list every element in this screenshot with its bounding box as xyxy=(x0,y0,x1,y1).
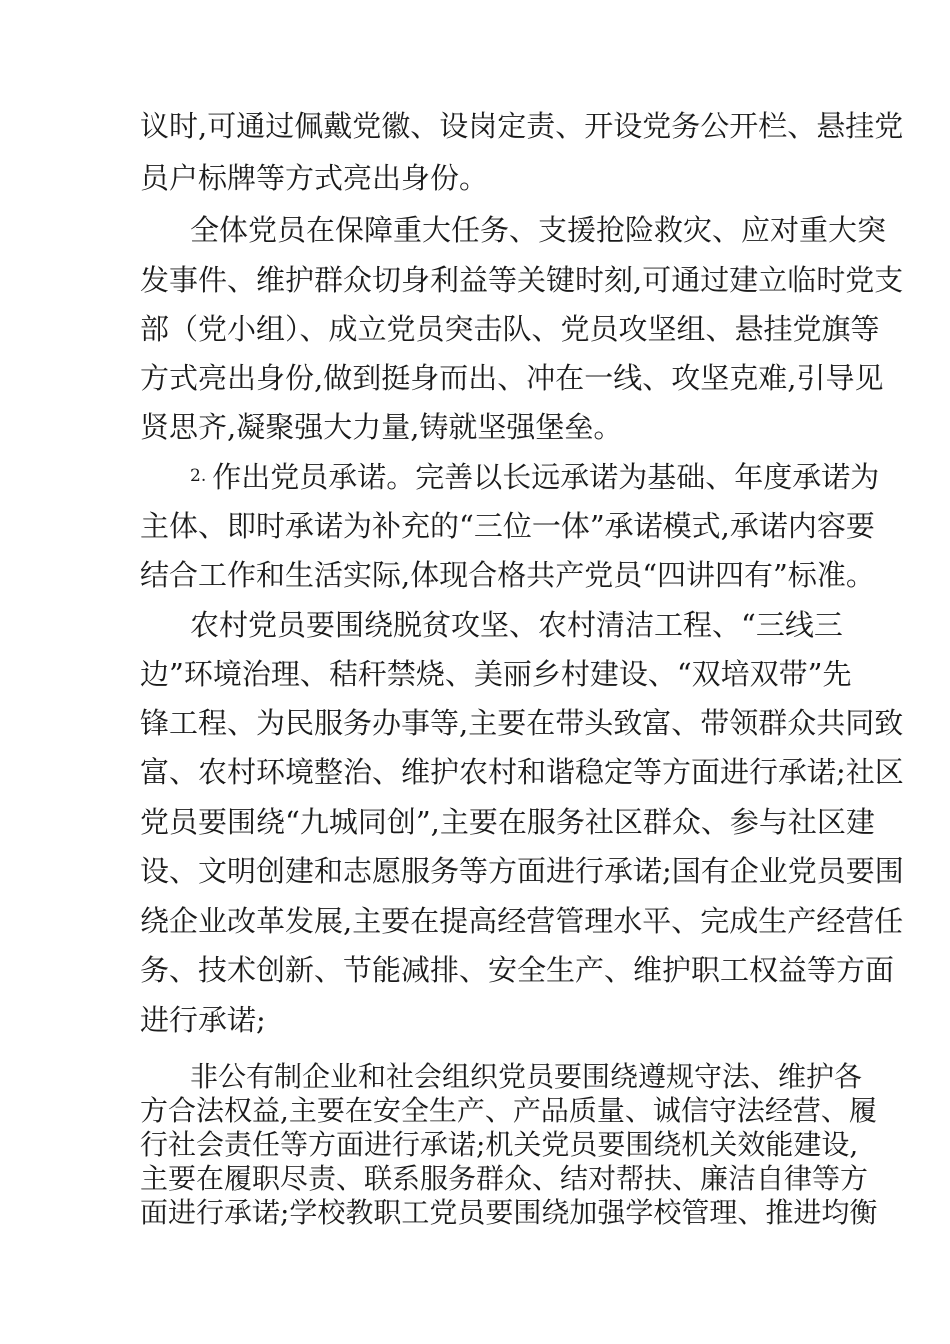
text-line: 发事件、维护群众切身利益等关键时刻,可通过建立临时党支 xyxy=(140,263,904,297)
text-line: 贤思齐,凝聚强大力量,铸就坚强堡垒。 xyxy=(140,410,623,444)
text-line: 党员要围绕“九城同创”,主要在服务社区群众、参与社区建 xyxy=(140,805,875,839)
text-line: 务、技术创新、节能减排、安全生产、维护职工权益等方面 xyxy=(140,953,895,987)
text-line: 面进行承诺;学校教职工党员要围绕加强学校管理、推进均衡 xyxy=(140,1196,878,1229)
text-line: 绕企业改革发展,主要在提高经营管理水平、完成生产经营任 xyxy=(140,904,904,938)
numbered-line xyxy=(190,458,950,495)
text-line: 非公有制企业和社会组织党员要围绕遵规守法、维护各 xyxy=(190,1060,863,1093)
text-line: 方式亮出身份,做到挺身而出、冲在一线、攻坚克难,引导见 xyxy=(140,361,884,395)
text-line: 边”环境治理、秸秆禁烧、美丽乡村建设、“双培双带”先 xyxy=(140,657,852,691)
text-line: 进行承诺; xyxy=(140,1003,266,1037)
text-line: 富、农村环境整治、维护农村和谐稳定等方面进行承诺;社区 xyxy=(140,755,904,789)
text-line: 主体、即时承诺为补充的“三位一体”承诺模式,承诺内容要 xyxy=(140,509,875,543)
text-line: 部（党小组）、成立党员突击队、党员攻坚组、悬挂党旗等 xyxy=(140,312,880,346)
text-line: 议时,可通过佩戴党徽、设岗定责、开设党务公开栏、悬挂党 xyxy=(140,109,904,143)
text-line: 方合法权益,主要在安全生产、产品质量、诚信守法经营、履 xyxy=(140,1094,877,1127)
list-number: 2. xyxy=(190,466,207,486)
text-line: 员户标牌等方式亮出身份。 xyxy=(140,161,489,195)
text-line: 农村党员要围绕脱贫攻坚、农村清洁工程、“三线三 xyxy=(190,608,843,642)
text-line: 锋工程、为民服务办事等,主要在带头致富、带领群众共同致 xyxy=(140,706,904,740)
text-line: 结合工作和生活实际,体现合格共产党员“四讲四有”标准。 xyxy=(140,558,875,592)
text-line: 行社会责任等方面进行承诺;机关党员要围绕机关效能建设, xyxy=(140,1128,859,1161)
text-line: 设、文明创建和志愿服务等方面进行承诺;国有企业党员要围 xyxy=(140,854,904,888)
text-line: 主要在履职尽责、联系服务群众、结对帮扶、廉洁自律等方 xyxy=(140,1162,869,1195)
text-line: 全体党员在保障重大任务、支援抢险救灾、应对重大突 xyxy=(190,213,887,247)
text-line: 作出党员承诺。完善以长远承诺为基础、年度承诺为 xyxy=(212,459,880,494)
